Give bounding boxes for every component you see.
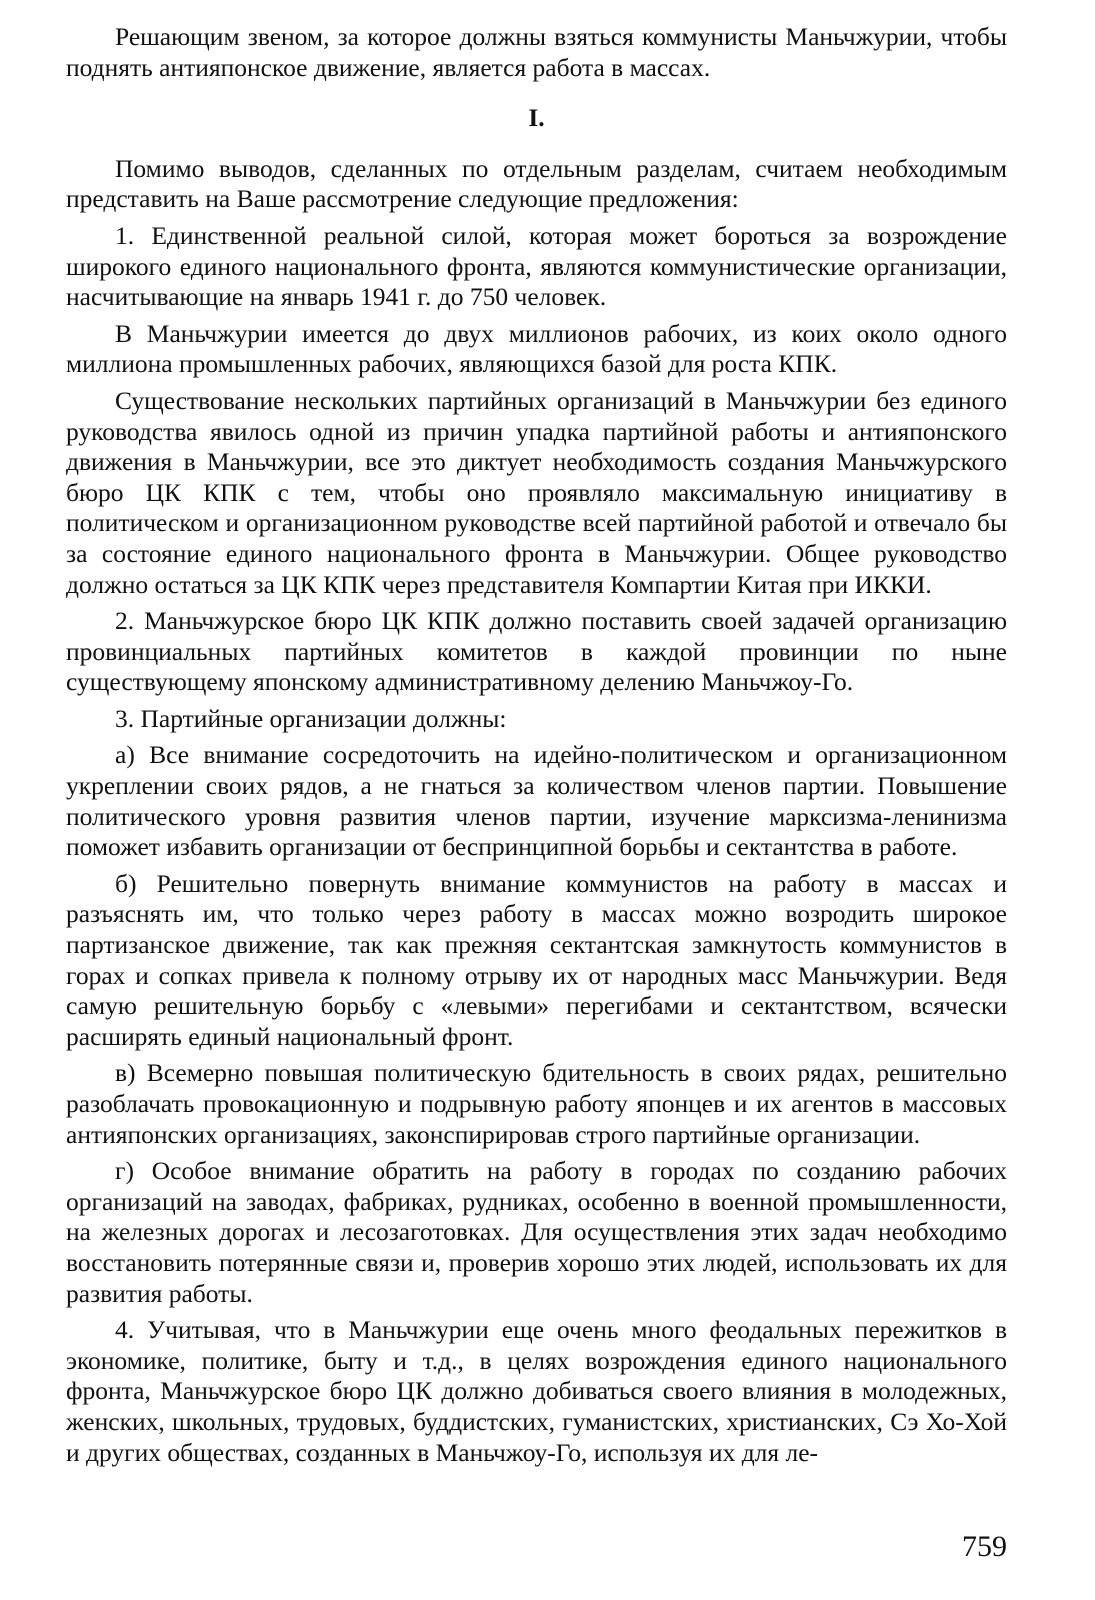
section-heading: I. <box>528 103 545 133</box>
body-paragraph: 3. Партийные организации должны: <box>115 703 507 733</box>
body-paragraph: 2. Маньчжурское бюро ЦК КПК должно поставить своей задачей организацию провинциальных партийных комитетов в каждой провинции по ныне существующему японскому административному делению Маньчжоу-Го. <box>66 606 1007 697</box>
body-paragraph: б) Решительно повернуть внимание коммунистов на работу в массах и разъяснять им, что только через работу в массах можно возродить широкое партизанское движение, так как прежняя сектантская замкнутость коммунистов в горах и сопках привела к полному отрыву их от народных масс Маньчжурии. Ведя самую решительную борьбу с «левыми» перегибами и сектантством, всячески расширять единый национальный фронт. <box>66 868 1007 1051</box>
body-paragraph: 4. Учитывая, что в Маньчжурии еще очень много феодальных пережитков в экономике, политике, быту и т.д., в целях возрождения единого национального фронта, Маньчжурское бюро ЦК должно добиваться своего влияния в молодежных, женских, школьных, трудовых, буддистских, гуманистских, христианских, Сэ Хо-Хой и других обществах, созданных в Маньчжоу-Го, используя их для ле- <box>66 1315 1007 1467</box>
body-paragraph: в) Всемерно повышая политическую бдительность в своих рядах, решительно разоблачать провокационную и подрывную работу японцев и их агентов в массовых антияпонских организациях, законспирировав строго партийные организации. <box>66 1058 1007 1149</box>
body-paragraph: 1. Единственной реальной силой, которая может бороться за возрождение широкого единого национального фронта, являются коммунистические организации, насчитывающие на январь 1941 г. до 750 человек. <box>66 220 1007 312</box>
intro-paragraph: Решающим звеном, за которое должны взяться коммунисты Маньчжурии, чтобы поднять антияпонское движение, является работа в массах. <box>66 22 1007 82</box>
body-paragraph: Существование нескольких партийных организаций в Маньчжурии без единого руководства явилось одной из причин упадка партийной работы и антияпонского движения в Маньчжурии, все это диктует необходимость создания Маньчжурского бюро ЦК КПК с тем, чтобы оно проявляло максимальную инициативу в политическом и организационном руководстве всей партийной работой и отвечало бы за состояние единого национального фронта в Маньчжурии. Общее руководство должно остаться за ЦК КПК через представителя Компартии Китая при ИККИ. <box>66 385 1007 599</box>
body-paragraph: а) Все внимание сосредоточить на идейно-политическом и организационном укреплении своих рядов, а не гнаться за количеством членов партии. Повышение политического уровня развития членов партии, изучение марксизма-ленинизма поможет избавить организации от беспринципной борьбы и сектантства в работе. <box>66 740 1007 862</box>
body-paragraph: В Маньчжурии имеется до двух миллионов рабочих, из коих около одного миллиона промышленных рабочих, являющихся базой для роста КПК. <box>66 318 1007 379</box>
body-paragraph: Помимо выводов, сделанных по отдельным разделам, считаем необходимым представить на Ваше рассмотрение следующие предложения: <box>66 153 1007 214</box>
body-paragraph: г) Особое внимание обратить на работу в городах по созданию рабочих организаций на заводах, фабриках, рудниках, особенно в военной промышленности, на железных дорогах и лесозаготовках. Для осуществления этих задач необходимо восстановить потерянные связи и, проверив хорошо этих людей, использовать их для развития работы. <box>66 1156 1007 1308</box>
page-number: 759 <box>962 1530 1007 1563</box>
document-page <box>66 22 1007 1582</box>
